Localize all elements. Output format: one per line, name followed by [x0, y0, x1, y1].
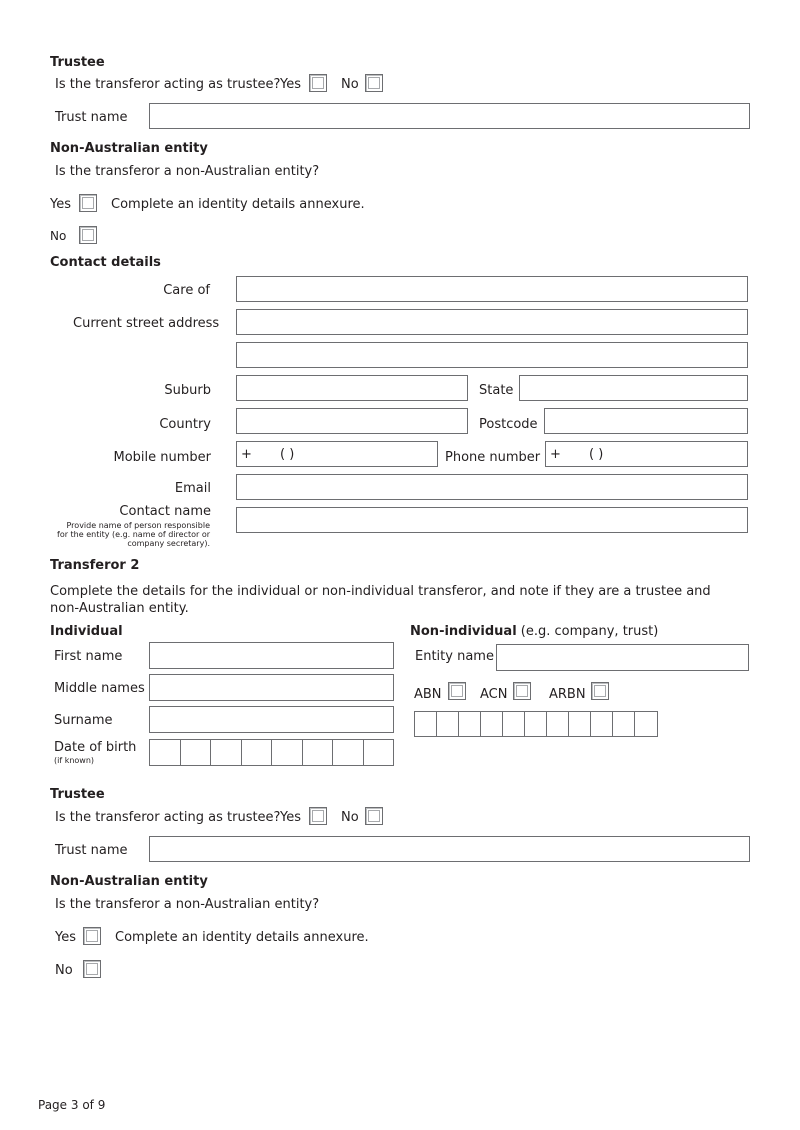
- phone-plus: +: [550, 447, 561, 462]
- number-digit[interactable]: [613, 712, 635, 736]
- trustee2-no-label: No: [341, 810, 359, 825]
- number-digit[interactable]: [547, 712, 569, 736]
- non-australian-heading: Non-Australian entity: [50, 141, 208, 156]
- trustee2-no-checkbox[interactable]: [365, 807, 383, 825]
- middle-names-input[interactable]: [149, 674, 394, 701]
- care-of-input[interactable]: [236, 276, 748, 302]
- number-digit[interactable]: [635, 712, 657, 736]
- non-australian2-heading: Non-Australian entity: [50, 874, 208, 889]
- contact-heading: Contact details: [50, 255, 161, 270]
- phone-input[interactable]: [545, 441, 748, 467]
- non-australian2-yes-checkbox[interactable]: [83, 927, 101, 945]
- dob-digit[interactable]: [181, 740, 211, 765]
- number-digit[interactable]: [569, 712, 591, 736]
- acn-checkbox[interactable]: [513, 682, 531, 700]
- suburb-label: Suburb: [164, 383, 211, 398]
- arbn-checkbox[interactable]: [591, 682, 609, 700]
- dob-input[interactable]: [149, 739, 394, 766]
- trust-name-input[interactable]: [149, 103, 750, 129]
- number-digit[interactable]: [459, 712, 481, 736]
- street-label: Current street address: [73, 316, 220, 331]
- care-of-label: Care of: [163, 283, 210, 298]
- contact-name-input[interactable]: [236, 507, 748, 533]
- non-australian2-no-checkbox[interactable]: [83, 960, 101, 978]
- non-australian2-question: Is the transferor a non-Australian entity?: [55, 897, 320, 912]
- trustee-no-label: No: [341, 77, 359, 92]
- trustee-heading: Trustee: [50, 55, 105, 70]
- trustee-no-checkbox[interactable]: [365, 74, 383, 92]
- number-digit[interactable]: [591, 712, 613, 736]
- first-name-label: First name: [54, 649, 123, 664]
- transferor2-intro-1: Complete the details for the individual or non-individual transferor, and note if they are a trustee and: [50, 584, 711, 599]
- contact-note-3: company secretary).: [127, 539, 210, 548]
- non-australian-yes-checkbox[interactable]: [79, 194, 97, 212]
- non-australian2-yes-note: Complete an identity details annexure.: [115, 930, 369, 945]
- abn-checkbox[interactable]: [448, 682, 466, 700]
- trustee-yes-label: Yes: [280, 77, 301, 92]
- trustee2-question: Is the transferor acting as trustee?: [55, 810, 281, 825]
- trustee2-yes-label: Yes: [280, 810, 301, 825]
- phone-area-parens: ( ): [589, 447, 604, 462]
- non-australian-no-label: No: [50, 229, 67, 243]
- transferor2-intro-2: non-Australian entity.: [50, 601, 189, 616]
- street-input-1[interactable]: [236, 309, 748, 335]
- dob-digit[interactable]: [364, 740, 393, 765]
- email-input[interactable]: [236, 474, 748, 500]
- number-digit[interactable]: [481, 712, 503, 736]
- individual-heading: Individual: [50, 624, 123, 639]
- non-australian2-yes-label: Yes: [55, 930, 76, 945]
- postcode-input[interactable]: [544, 408, 748, 434]
- trustee-question: Is the transferor acting as trustee?: [55, 77, 281, 92]
- entity-name-label: Entity name: [415, 649, 494, 664]
- contact-note-1: Provide name of person responsible: [66, 521, 210, 530]
- non-australian-no-checkbox[interactable]: [79, 226, 97, 244]
- trustee-yes-checkbox[interactable]: [309, 74, 327, 92]
- non-individual-title: Non-individual: [410, 624, 517, 639]
- entity-name-input[interactable]: [496, 644, 749, 671]
- surname-label: Surname: [54, 713, 113, 728]
- non-individual-heading: [410, 624, 658, 639]
- dob-digit[interactable]: [333, 740, 364, 765]
- mobile-plus: +: [241, 447, 252, 462]
- acn-label: ACN: [480, 687, 508, 702]
- arbn-label: ARBN: [549, 687, 586, 702]
- dob-note: (if known): [54, 756, 95, 765]
- trustee2-heading: Trustee: [50, 787, 105, 802]
- dob-digit[interactable]: [272, 740, 303, 765]
- number-digit[interactable]: [525, 712, 547, 736]
- phone-label: Phone number: [445, 450, 541, 465]
- page-number: Page 3 of 9: [38, 1098, 106, 1112]
- non-australian-yes-label: Yes: [50, 197, 71, 212]
- first-name-input[interactable]: [149, 642, 394, 669]
- mobile-input[interactable]: [236, 441, 438, 467]
- contact-note-2: for the entity (e.g. name of director or: [57, 530, 210, 539]
- contact-name-label: Contact name: [119, 504, 211, 519]
- country-label: Country: [159, 417, 211, 432]
- dob-label: Date of birth: [54, 740, 137, 755]
- state-input[interactable]: [519, 375, 748, 401]
- email-label: Email: [174, 481, 211, 496]
- dob-digit[interactable]: [242, 740, 272, 765]
- mobile-label: Mobile number: [113, 450, 211, 465]
- middle-names-label: Middle names: [54, 681, 145, 696]
- non-australian-question: Is the transferor a non-Australian entity?: [55, 164, 320, 179]
- trustee2-yes-checkbox[interactable]: [309, 807, 327, 825]
- surname-input[interactable]: [149, 706, 394, 733]
- transferor2-heading: Transferor 2: [50, 558, 140, 573]
- non-individual-note: (e.g. company, trust): [516, 624, 659, 639]
- non-australian-yes-note: Complete an identity details annexure.: [111, 197, 365, 212]
- trust-name-label: Trust name: [55, 110, 128, 125]
- dob-digit[interactable]: [303, 740, 333, 765]
- company-number-input[interactable]: [414, 711, 658, 737]
- abn-label: ABN: [414, 687, 442, 702]
- mobile-area-parens: ( ): [280, 447, 295, 462]
- state-label: State: [479, 383, 514, 398]
- street-input-2[interactable]: [236, 342, 748, 368]
- suburb-input[interactable]: [236, 375, 468, 401]
- number-digit[interactable]: [415, 712, 437, 736]
- number-digit[interactable]: [503, 712, 525, 736]
- trust2-name-input[interactable]: [149, 836, 750, 862]
- dob-digit[interactable]: [211, 740, 242, 765]
- non-australian2-no-label: No: [55, 963, 73, 978]
- trust2-name-label: Trust name: [55, 843, 128, 858]
- postcode-label: Postcode: [479, 417, 538, 432]
- dob-digit[interactable]: [150, 740, 181, 765]
- country-input[interactable]: [236, 408, 468, 434]
- number-digit[interactable]: [437, 712, 459, 736]
